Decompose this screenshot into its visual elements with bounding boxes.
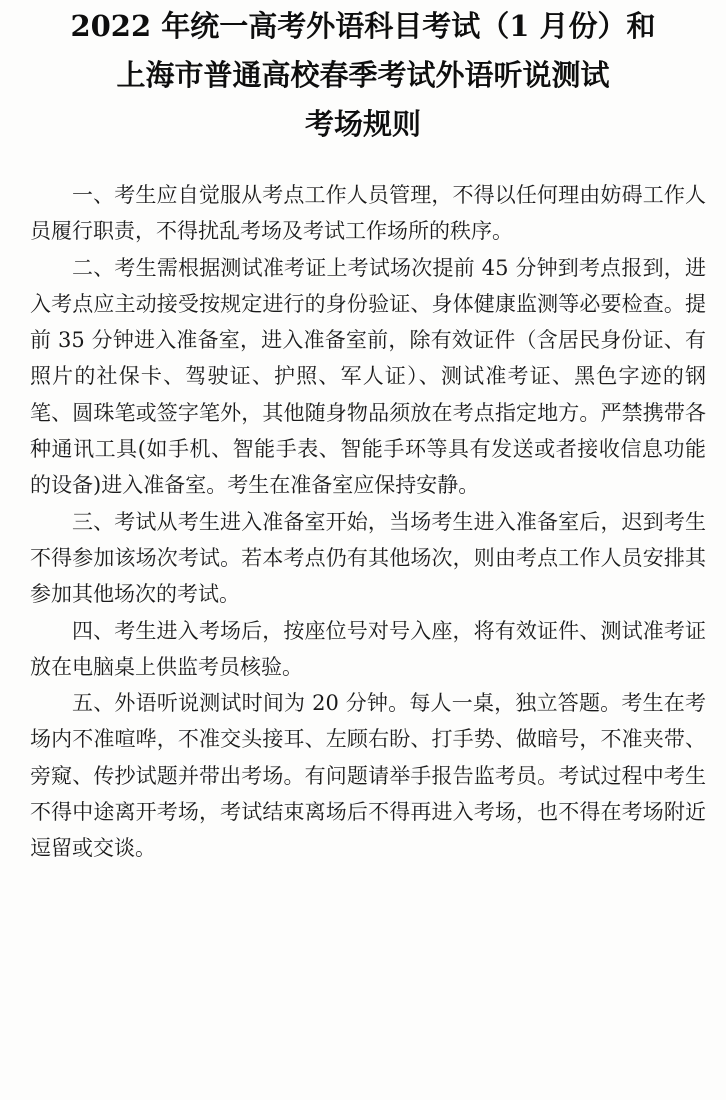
- rule-paragraph-3: 三、考试从考生进入准备室开始，当场考生进入准备室后，迟到考生不得参加该场次考试。若本考点仍有其他场次，则由考点工作人员安排其参加其他场次的考试。: [30, 509, 706, 607]
- rule-paragraph-2: 二、考生需根据测试准考证上考试场次提前 45 分钟到考点报到，进入考点应主动接受按规定进行的身份验证、身体健康监测等必要检查。提前 35 分钟进入准备室，进入准备室前，除有效证件（含居民身份证、有照片的社保卡、驾驶证、护照、军人证）、测试准考证、黑色字迹的钢笔、圆珠笔或签字笔外，其他随身物品须放在考点指定地方。严禁携带各种通讯工具(如手机、智能手表、智能手环等具有发送或者接收信息功能的设备)进入准备室。考生在准备室应保持安静。: [30, 255, 706, 498]
- title-line-1: 2022 年统一高考外语科目考试（1 月份）和: [70, 9, 656, 43]
- title-line-2: 上海市普通高校春季考试外语听说测试: [116, 58, 610, 92]
- document-body: [30, 177, 706, 867]
- rule-paragraph-4: 四、考生进入考场后，按座位号对号入座，将有效证件、测试准考证放在电脑桌上供监考员核验。: [30, 618, 706, 679]
- rule-paragraph-1: 一、考生应自觉服从考点工作人员管理，不得以任何理由妨碍工作人员履行职责，不得扰乱考场及考试工作场所的秩序。: [30, 183, 706, 244]
- document-title: [0, 2, 726, 149]
- title-line-3: 考场规则: [304, 107, 421, 141]
- rule-paragraph-5: 五、外语听说测试时间为 20 分钟。每人一桌，独立答题。考生在考场内不准喧哗，不准交头接耳、左顾右盼、打手势、做暗号，不准夹带、旁窥、传抄试题并带出考场。有问题请举手报告监考员。考试过程中考生不得中途离开考场，考试结束离场后不得再进入考场，也不得在考场附近逗留或交谈。: [30, 691, 706, 861]
